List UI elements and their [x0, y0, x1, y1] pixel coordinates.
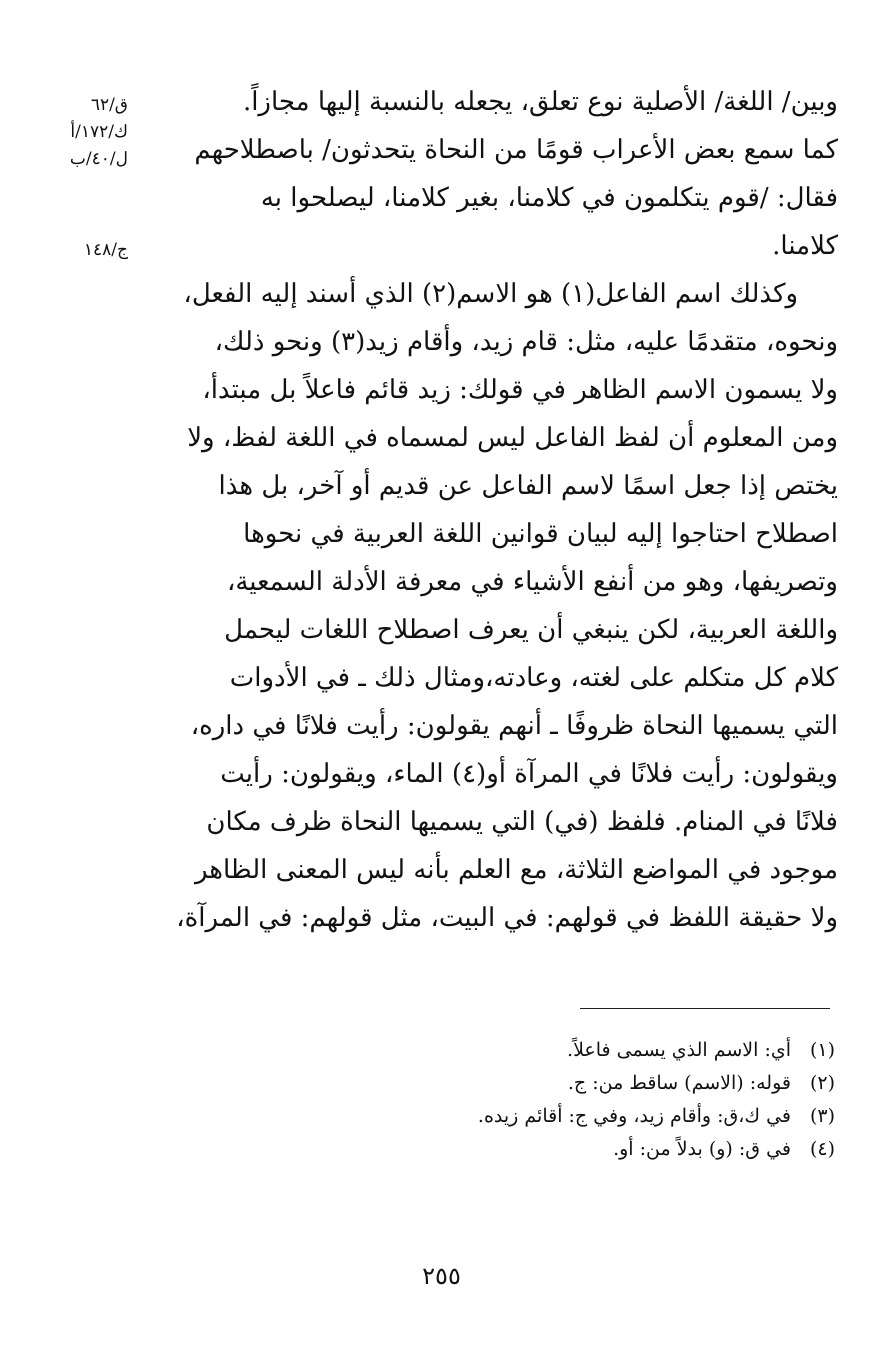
footnote-number: (١)	[809, 1039, 835, 1061]
text-line: ويقولون: رأيت فلانًا في المرآة أو(٤) الماء، ويقولون: رأيت	[220, 759, 838, 789]
text-line: ومن المعلوم أن لفظ الفاعل ليس لمسماه في اللغة لفظ، ولا	[187, 423, 838, 453]
footnote-divider	[580, 1008, 830, 1009]
text-line: كما سمع بعض الأعراب قومًا من النحاة يتحدثون/ باصطلاحهم	[194, 135, 838, 165]
footnote	[160, 1034, 835, 1067]
text-line: ونحوه، متقدمًا عليه، مثل: قام زيد، وأقام زيد(٣) ونحو ذلك،	[214, 327, 838, 357]
footnote-text: في ك،ق: وأقام زيد، وفي ج: أقائم زيده.	[477, 1105, 791, 1127]
main-text	[158, 78, 838, 942]
footnote-text: أي: الاسم الذي يسمى فاعلاً.	[567, 1039, 791, 1061]
page-number: ٢٥٥	[422, 1262, 461, 1290]
text-line: وبين/ اللغة/ الأصلية نوع تعلق، يجعله بالنسبة إليها مجازاً.	[242, 87, 838, 117]
footnote-number: (٣)	[809, 1105, 835, 1127]
footnote	[160, 1133, 835, 1166]
footnotes	[160, 1034, 835, 1166]
footnote-number: (٢)	[809, 1072, 835, 1094]
footnote	[160, 1067, 835, 1100]
text-line: ولا حقيقة اللفظ في قولهم: في البيت، مثل قولهم: في المرآة،	[176, 903, 838, 933]
margin-note: ق/٦٢	[90, 95, 128, 115]
footnote-text: قوله: (الاسم) ساقط من: ج.	[567, 1072, 791, 1094]
text-line: فقال: /قوم يتكلمون في كلامنا، بغير كلامنا، ليصلحوا به	[260, 183, 838, 213]
margin-note: ج/١٤٨	[83, 240, 128, 260]
text-line: فلانًا في المنام. فلفظ (في) التي يسميها النحاة ظرف مكان	[206, 807, 838, 837]
text-line: وتصريفها، وهو من أنفع الأشياء في معرفة الأدلة السمعية،	[226, 567, 838, 597]
text-line: واللغة العربية، لكن ينبغي أن يعرف اصطلاح اللغات ليحمل	[224, 615, 838, 645]
text-line: التي يسميها النحاة ظروفًا ـ أنهم يقولون: رأيت فلانًا في داره،	[190, 711, 838, 741]
text-line: يختص إذا جعل اسمًا لاسم الفاعل عن قديم أو آخر، بل هذا	[218, 471, 838, 501]
margin-note: ك/١٧٢/أ	[70, 122, 128, 142]
text-line: وكذلك اسم الفاعل(١) هو الاسم(٢) الذي أسند إليه الفعل،	[183, 279, 798, 309]
footnote	[160, 1100, 835, 1133]
margin-manuscript-refs	[48, 92, 128, 264]
margin-note: ل/٤٠/ب	[69, 149, 128, 169]
text-line: كلامنا.	[772, 231, 838, 261]
footnote-text: في ق: (و) بدلاً من: أو.	[613, 1138, 791, 1160]
text-line: كلام كل متكلم على لغته، وعادته،ومثال ذلك ـ في الأدوات	[229, 663, 838, 693]
text-line: ولا يسمون الاسم الظاهر في قولك: زيد قائم فاعلاً بل مبتدأ،	[202, 375, 838, 405]
paragraph-2	[158, 270, 838, 942]
footnote-number: (٤)	[809, 1138, 835, 1160]
text-line: موجود في المواضع الثلاثة، مع العلم بأنه ليس المعنى الظاهر	[194, 855, 838, 885]
text-line: اصطلاح احتاجوا إليه لبيان قوانين اللغة العربية في نحوها	[243, 519, 838, 549]
paragraph-1	[158, 78, 838, 270]
